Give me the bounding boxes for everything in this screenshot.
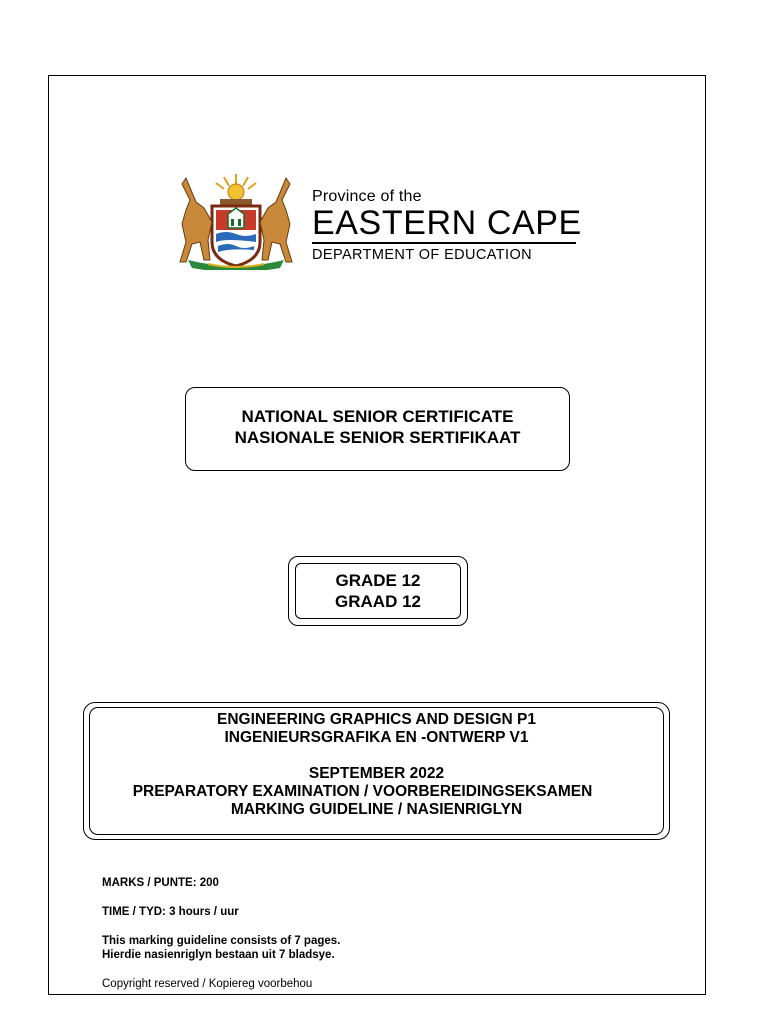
grade-af: GRAAD 12 [335,592,421,611]
document-type: MARKING GUIDELINE / NASIENRIGLYN [230,801,523,818]
coat-of-arms-icon [168,172,304,270]
certificate-title-af: NASIONALE SENIOR SERTIFIKAAT [234,428,521,447]
grade-box [295,563,461,619]
pages-en-line: This marking guideline consists of 7 pages. [102,935,341,947]
department-name: DEPARTMENT OF EDUCATION [312,247,533,263]
exam-session: SEPTEMBER 2022 [308,765,445,782]
time-line: TIME / TYD: 3 hours / uur [102,906,239,918]
province-name: EASTERN CAPE [312,204,582,242]
logo-divider [312,242,576,244]
subject-en: ENGINEERING GRAPHICS AND DESIGN P1 [217,711,536,728]
province-line: Province of the [312,188,422,205]
grade-en: GRADE 12 [335,571,421,590]
exam-type: PREPARATORY EXAMINATION / VOORBEREIDINGSEKSAMEN [132,783,593,800]
copyright-line: Copyright reserved / Kopiereg voorbehou [102,978,313,990]
certificate-title-en: NATIONAL SENIOR CERTIFICATE [241,407,514,426]
paper-box [89,711,664,819]
pages-af-line: Hierdie nasienriglyn bestaan uit 7 bladsye. [102,949,335,961]
subject-af: INGENIEURSGRAFIKA EN -ONTWERP V1 [224,729,529,746]
marks-line: MARKS / PUNTE: 200 [102,877,219,889]
department-logo-text [312,188,582,263]
certificate-box [185,387,570,471]
